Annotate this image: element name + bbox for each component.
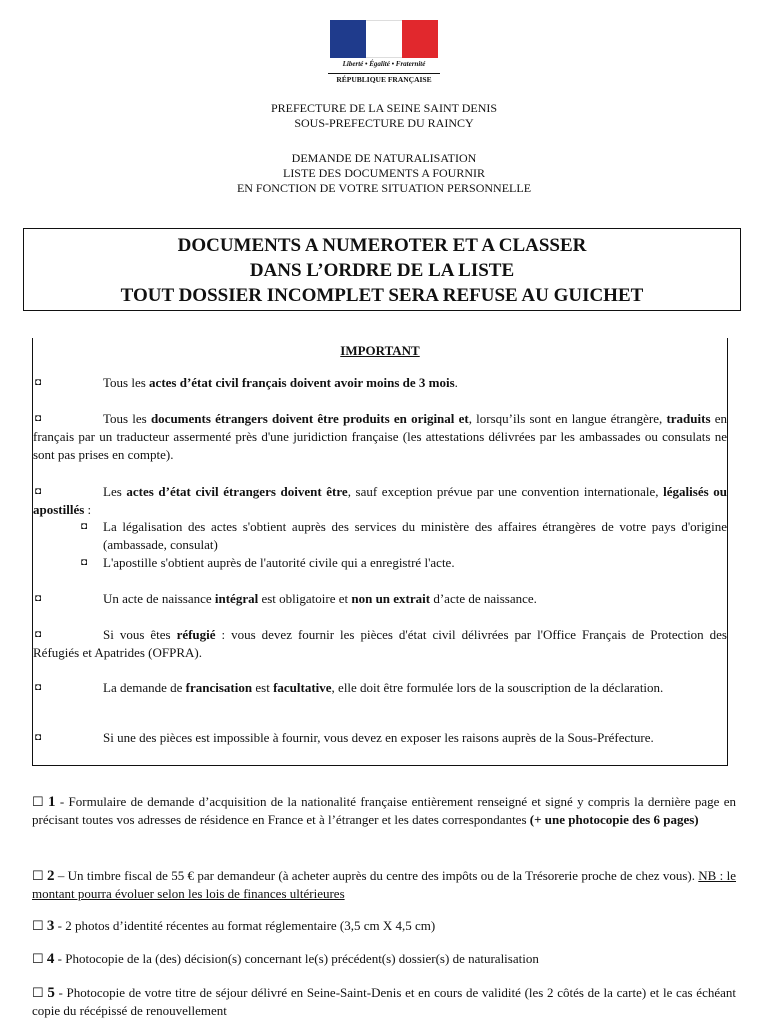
- checklist-item-4: ☐ 4 - Photocopie de la (des) décision(s) concernant le(s) précédent(s) dossier(s) de naturalisation: [32, 951, 539, 967]
- bullet-icon: ◘: [35, 377, 42, 388]
- logo-motto: Liberté • Égalité • Fraternité: [342, 60, 426, 68]
- bullet-icon: ◘: [35, 486, 42, 497]
- checklist-item-5: ☐ 5 - Photocopie de votre titre de séjour délivré en Seine-Saint-Denis et en cours de validité (les 2 côtés de la carte) et le cas échéant copie du récépissé de renouvellement: [32, 985, 736, 1018]
- title-line-1: DOCUMENTS A NUMEROTER ET A CLASSER: [177, 235, 587, 256]
- tricolor-flag-icon: [330, 20, 438, 58]
- checklist-item-3: ☐ 3 - 2 photos d’identité récentes au format réglementaire (3,5 cm X 4,5 cm): [32, 918, 436, 934]
- checklist-item-1: ☐ 1 - Formulaire de demande d’acquisition de la nationalité française entièrement renseigné et signé y compris la dernière page en précisant toutes vos adresses de résidence en France et à l’étranger et les dates correspondantes (+ une photocopie des 6 pages): [32, 794, 737, 827]
- important-paragraph-2: ◘ Tous les documents étrangers doivent être produits en original et, lorsqu’ils sont en langue étrangère, traduits en français par un traducteur assermenté près d'une juridiction française (les attestations délivrées par les ambassades ou consulats ne sont pas prises en compte).: [33, 411, 727, 462]
- header-sous-prefecture: SOUS-PREFECTURE DU RAINCY: [294, 116, 474, 130]
- important-paragraph-1: ◘ Tous les actes d’état civil français doivent avoir moins de 3 mois.: [35, 375, 458, 390]
- republique-francaise-logo: [328, 20, 440, 92]
- bullet-icon: ◘: [35, 593, 42, 604]
- checkbox-icon[interactable]: ☐: [32, 985, 44, 1000]
- title-line-3: TOUT DOSSIER INCOMPLET SERA REFUSE AU GUICHET: [120, 285, 644, 306]
- header-situation: EN FONCTION DE VOTRE SITUATION PERSONNELLE: [236, 181, 532, 195]
- bullet-icon: ◘: [35, 629, 42, 640]
- item-number: 2: [47, 868, 55, 884]
- title-box: [23, 228, 741, 311]
- important-paragraph-4: ◘ Un acte de naissance intégral est obligatoire et non un extrait d’acte de naissance.: [35, 591, 537, 606]
- item-number: 1: [48, 794, 56, 810]
- title-line-2: DANS L’ORDRE DE LA LISTE: [249, 260, 515, 281]
- important-paragraph-3: ◘ Les actes d’état civil étrangers doivent être, sauf exception prévue par une convention internationale, légalisés ou apostillés :: [33, 484, 727, 517]
- bullet-icon: ◘: [35, 682, 42, 693]
- important-sub-legalisation: ◘ La légalisation des actes s'obtient auprès des services du ministère des affaires étrangères de votre pays d'origine (ambassade, consulat): [81, 519, 727, 552]
- item-number: 4: [46, 951, 55, 967]
- bullet-icon: ◘: [35, 732, 42, 743]
- item-number: 5: [47, 985, 55, 1001]
- bullet-icon: ◘: [81, 557, 88, 568]
- important-paragraph-5: ◘ Si vous êtes réfugié : vous devez fournir les pièces d'état civil délivrées par l'Office Français de Protection des Réfugiés et Apatrides (OFPRA).: [33, 627, 727, 660]
- header-prefecture: PREFECTURE DE LA SEINE SAINT DENIS: [270, 101, 498, 115]
- important-paragraph-7: ◘ Si une des pièces est impossible à fournir, vous devez en exposer les raisons auprès de la Sous-Préfecture.: [35, 730, 654, 745]
- important-sub-apostille: ◘ L'apostille s'obtient auprès de l'autorité civile qui a enregistré l'acte.: [81, 555, 455, 570]
- bullet-icon: ◘: [35, 413, 42, 424]
- header-demande: DEMANDE DE NATURALISATION: [291, 151, 477, 165]
- important-title: IMPORTANT: [340, 343, 420, 358]
- bullet-icon: ◘: [81, 521, 88, 532]
- checkbox-icon[interactable]: ☐: [32, 951, 44, 966]
- important-box: [32, 338, 728, 766]
- logo-republique: RÉPUBLIQUE FRANÇAISE: [328, 73, 440, 84]
- header-liste: LISTE DES DOCUMENTS A FOURNIR: [282, 166, 486, 180]
- checkbox-icon[interactable]: ☐: [32, 794, 44, 809]
- item-number: 3: [46, 918, 55, 934]
- checkbox-icon[interactable]: ☐: [32, 868, 44, 883]
- checklist-item-2: ☐ 2 – Un timbre fiscal de 55 € par demandeur (à acheter auprès du centre des impôts ou de la Trésorerie proche de chez vous). NB : le montant pourra évoluer selon les lois de finances ultérieures: [32, 868, 737, 901]
- checkbox-icon[interactable]: ☐: [32, 918, 44, 933]
- important-paragraph-6: ◘ La demande de francisation est facultative, elle doit être formulée lors de la souscription de la déclaration.: [35, 680, 664, 695]
